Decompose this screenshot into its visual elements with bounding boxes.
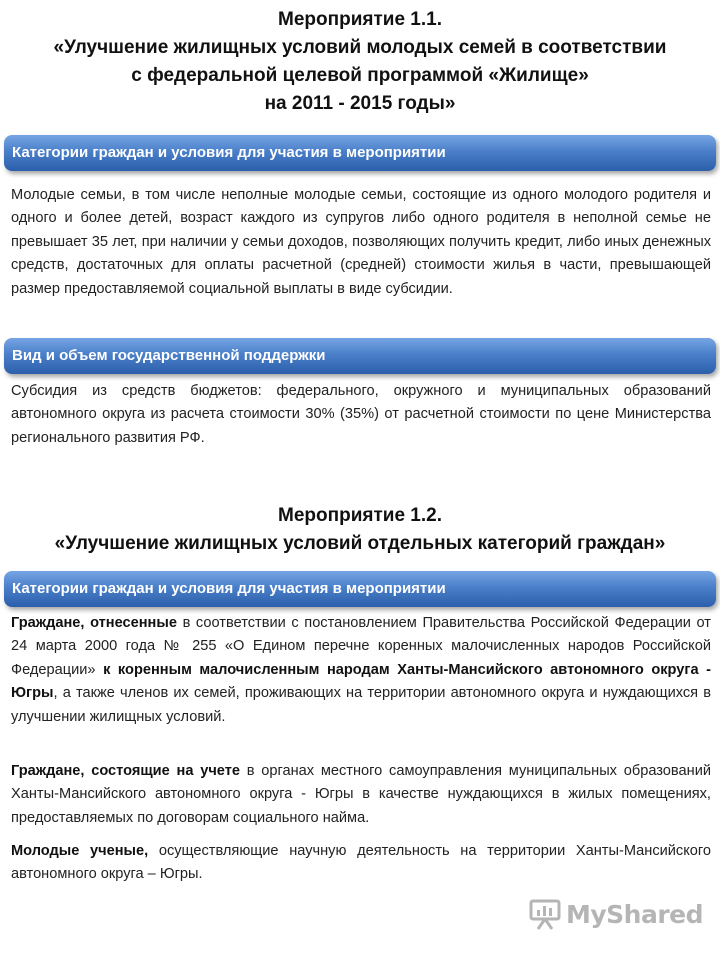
section1-support-header: Вид и объем государственной поддержки	[4, 338, 716, 374]
watermark-text: MyShared	[566, 899, 704, 929]
body-text: , а также членов их семей, проживающих на территории автономного округа и нуждающихся в улучшении жилищных условий.	[11, 685, 711, 725]
watermark-logo	[528, 896, 703, 932]
bold-lead: Граждане, отнесенные	[11, 615, 177, 631]
section1-support-text: Субсидия из средств бюджетов: федерального, окружного и муниципальных образований автономного округа из расчета стоимости 30% (35%) от расчетной стоимости по цене Министерства регионального развития РФ.	[11, 383, 711, 446]
section2-title-line: Мероприятие 1.2.	[278, 505, 442, 526]
section2-paragraph-scientists	[11, 840, 711, 887]
section2-paragraph-indigenous	[11, 612, 711, 729]
section2-paragraph-registered	[11, 760, 711, 830]
section1-title-line: Мероприятие 1.1.	[278, 9, 442, 30]
section2-categories-header: Категории граждан и условия для участия в мероприятии	[4, 571, 716, 607]
body-text: в соответствии с постановлением Правительства Российской Федерации от 24 марта 2000 года № 255 «О Едином перечне коренных малочисленных народов Российской Федерации»	[11, 615, 711, 678]
section1-title-line: на 2011 - 2015 годы»	[264, 93, 456, 114]
body-text: в органах местного самоуправления муниципальных образований Ханты-Мансийского автономного округа - Югры в качестве нуждающихся в жилых помещениях, предоставляемых по договорам социального найма.	[11, 763, 711, 826]
presentation-board-icon	[528, 897, 562, 931]
section1-categories-text: Молодые семьи, в том числе неполные молодые семьи, состоящие из одного молодого родителя и одного и более детей, возраст каждого из супругов либо одного родителя в неполной семье не превышает 35 лет, при наличии у семьи доходов, позволяющих получить кредит, либо иных денежных средств, достаточных для оплаты расчетной (средней) стоимости жилья в части, превышающей размер предоставляемой социальной выплаты в виде субсидии.	[11, 187, 711, 297]
section1-title-line: «Улучшение жилищных условий молодых семей в соответствии	[53, 37, 667, 58]
section1-title	[0, 6, 720, 118]
section2-title	[0, 502, 720, 558]
section1-title-line: с федеральной целевой программой «Жилище»	[131, 65, 589, 86]
section1-categories-header: Категории граждан и условия для участия в мероприятии	[4, 135, 716, 171]
bold-lead: Молодые ученые,	[11, 843, 149, 859]
bold-lead: Граждане, состоящие на учете	[11, 763, 240, 779]
body-text: осуществляющие научную деятельность на территории Ханты-Мансийского автономного округа – Югры.	[11, 843, 712, 883]
section2-title-line: «Улучшение жилищных условий отдельных категорий граждан»	[54, 533, 666, 554]
bold-phrase: к коренным малочисленным народам Ханты-Мансийского автономного округа - Югры	[11, 661, 711, 702]
